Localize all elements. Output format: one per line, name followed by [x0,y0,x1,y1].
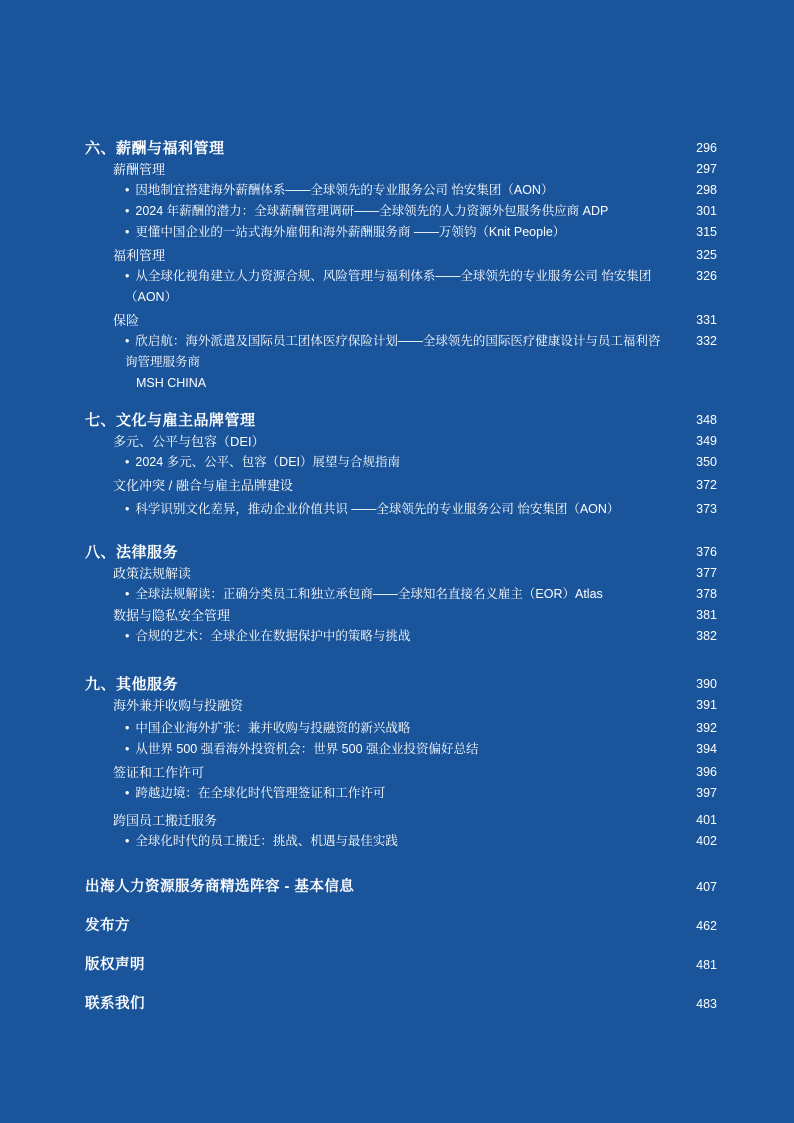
toc-group-row[interactable] [85,310,717,331]
toc-entry-text [125,180,661,201]
toc-entry-text: 九、其他服务 [85,676,179,693]
toc-entry-text [125,266,661,308]
toc-section-row[interactable] [85,410,717,431]
toc-entry-label: 科学识别文化差异，推动企业价值共识 ——全球领先的专业服务公司 怡安集团（AON） [135,502,620,516]
toc-item-row[interactable] [85,499,717,520]
toc-entry-text: 海外兼并收购与投融资 [113,698,244,713]
toc-item-row[interactable] [85,626,717,647]
bullet-icon: • [125,334,130,348]
page-number: 381 [696,608,717,622]
toc-item-row[interactable] [85,739,717,760]
toc-group-row[interactable] [85,431,717,452]
page-number: 392 [696,721,717,735]
toc-group-row[interactable] [85,605,717,626]
toc-entry-text [125,783,661,804]
toc-item-row[interactable] [85,222,717,243]
page-number: 331 [696,313,717,327]
toc-item-row[interactable] [85,584,717,605]
toc-entry-textwrap [85,877,673,898]
page-number: 376 [696,545,717,559]
toc-item-row[interactable] [85,201,717,222]
page-number: 297 [696,162,717,176]
toc-entry-text [125,452,661,473]
toc-entry-text [125,499,661,520]
toc-entry-text [125,718,661,739]
page-number: 296 [696,141,717,155]
toc-entry-text: 跨国员工搬迁服务 [113,813,218,828]
bullet-icon: • [125,204,130,218]
toc-entry-textwrap [85,431,673,452]
toc-entry-text: 薪酬管理 [113,162,166,177]
toc-entry-label: 欣启航：海外派遣及国际员工团体医疗保险计划——全球领先的国际医疗健康设计与员工福利咨询管理服务商 [125,334,661,369]
toc-entry-text: 八、法律服务 [85,544,179,561]
toc-entry-text: 发布方 [85,918,130,934]
page-number: 373 [696,502,717,516]
page-number: 401 [696,813,717,827]
toc-entry-text: 联系我们 [85,996,145,1012]
toc-entry-textwrap [85,180,673,201]
page-number: 407 [696,880,717,894]
toc-group-row[interactable] [85,475,717,496]
toc-entry-textwrap [85,626,673,647]
page-number: 332 [696,334,717,348]
toc-section-row[interactable] [85,674,717,695]
page-number: 315 [696,225,717,239]
toc-entry-label: 2024 年薪酬的潜力：全球薪酬管理调研——全球领先的人力资源外包服务供应商 ADP [135,204,609,218]
toc-entry-label: 从世界 500 强看海外投资机会：世界 500 强企业投资偏好总结 [135,742,479,756]
toc-entry-textwrap [85,739,673,760]
toc-group-row[interactable] [85,695,717,716]
toc-entry-textwrap [85,563,673,584]
toc-section-row[interactable] [85,542,717,563]
toc-entry-text [125,831,661,852]
toc-group-row[interactable] [85,762,717,783]
toc-entry-label: 全球法规解读：正确分类员工和独立承包商——全球知名直接名义雇主（EOR）Atlas [135,587,603,601]
toc-item-row[interactable] [85,180,717,201]
toc-entry-text [125,626,661,647]
toc-entry-text: 签证和工作许可 [113,765,205,780]
toc-heading-row[interactable] [85,877,717,898]
toc-group-row[interactable] [85,563,717,584]
toc-entry-textwrap [85,674,673,695]
toc-item-row[interactable] [85,718,717,739]
toc-group-row[interactable] [85,810,717,831]
page-number: 372 [696,478,717,492]
toc-entry-textwrap [85,916,673,937]
toc-entry-text: 文化冲突 / 融合与雇主品牌建设 [113,478,293,493]
toc-entry-textwrap [85,994,673,1015]
toc-entry-textwrap [85,831,673,852]
bullet-icon: • [125,183,130,197]
toc-entry-textwrap [85,222,673,243]
page-number: 390 [696,677,717,691]
toc-entry-textwrap [85,138,673,159]
toc-entry-textwrap [85,955,673,976]
toc-entry-label: 从全球化视角建立人力资源合规、风险管理与福利体系——全球领先的专业服务公司 怡安集团（AON） [125,269,652,304]
bullet-icon: • [125,225,130,239]
toc-entry-textwrap [85,266,673,308]
toc-item-row[interactable] [85,452,717,473]
toc-entry-text [125,201,661,222]
toc-item-row[interactable] [85,331,717,393]
toc-entry-textwrap [85,310,673,331]
page-number: 382 [696,629,717,643]
toc-heading-row[interactable] [85,955,717,976]
page-number: 402 [696,834,717,848]
toc-entry-textwrap [85,410,673,431]
page-number: 350 [696,455,717,469]
bullet-icon: • [125,721,130,735]
toc-entry-text [125,331,661,373]
toc-entry-textwrap [85,695,673,716]
toc-heading-row[interactable] [85,994,717,1015]
toc-entry-textwrap [85,331,673,393]
toc-entry-textwrap [85,159,673,180]
toc-entry-text: 版权声明 [85,957,145,973]
toc-entry-textwrap [85,584,673,605]
page-number: 378 [696,587,717,601]
toc-entry-label: 因地制宜搭建海外薪酬体系——全球领先的专业服务公司 怡安集团（AON） [135,183,554,197]
toc-entry-text: 政策法规解读 [113,566,192,581]
page-number: 348 [696,413,717,427]
page-number: 391 [696,698,717,712]
toc-entry-textwrap [85,810,673,831]
toc-entry-text [125,584,661,605]
page-number: 301 [696,204,717,218]
toc-entry-label: 全球化时代的员工搬迁：挑战、机遇与最佳实践 [135,834,398,848]
bullet-icon: • [125,502,130,516]
toc-entry-textwrap [85,452,673,473]
page-number: 396 [696,765,717,779]
bullet-icon: • [125,834,130,848]
toc-item-row[interactable] [85,831,717,852]
toc-entry-text [125,222,661,243]
toc-entry-textwrap [85,783,673,804]
toc-entry-textwrap [85,245,673,266]
page-number: 325 [696,248,717,262]
toc-entry-text: 数据与隐私安全管理 [113,608,231,623]
table-of-contents [85,138,717,1015]
toc-entry-text: 保险 [113,313,140,328]
toc-entry-text [125,739,661,760]
toc-entry-textwrap [85,762,673,783]
toc-entry-text: 福利管理 [113,248,166,263]
toc-entry-textwrap [85,605,673,626]
toc-entry-text: 出海人力资源服务商精选阵容 - 基本信息 [85,879,355,895]
page-number: 483 [696,997,717,1011]
bullet-icon: • [125,587,130,601]
bullet-icon: • [125,742,130,756]
page-number: 397 [696,786,717,800]
toc-section-row[interactable] [85,138,717,159]
toc-item-row[interactable] [85,266,717,308]
toc-entry-label: 中国企业海外扩张：兼并收购与投融资的新兴战略 [135,721,411,735]
page-number: 326 [696,269,717,283]
toc-entry-text-line2: MSH CHINA [136,376,207,390]
bullet-icon: • [125,629,130,643]
page-number: 481 [696,958,717,972]
toc-entry-textwrap [85,201,673,222]
bullet-icon: • [125,786,130,800]
toc-entry-label: 2024 多元、公平、包容（DEI）展望与合规指南 [135,455,401,469]
page-number: 394 [696,742,717,756]
toc-heading-row[interactable] [85,916,717,937]
page-number: 462 [696,919,717,933]
toc-entry-label: 合规的艺术：全球企业在数据保护中的策略与挑战 [135,629,411,643]
bullet-icon: • [125,455,130,469]
toc-group-row[interactable] [85,245,717,266]
toc-entry-textwrap [85,499,673,520]
toc-entry-text: 七、文化与雇主品牌管理 [85,412,256,429]
toc-group-row[interactable] [85,159,717,180]
bullet-icon: • [125,269,130,283]
page-number: 377 [696,566,717,580]
toc-entry-label: 跨越边境：在全球化时代管理签证和工作许可 [135,786,386,800]
toc-entry-textwrap [85,718,673,739]
page-number: 298 [696,183,717,197]
toc-entry-text: 六、薪酬与福利管理 [85,140,225,157]
toc-entry-textwrap [85,542,673,563]
toc-entry-text: 多元、公平与包容（DEI） [113,434,265,449]
toc-item-row[interactable] [85,783,717,804]
toc-entry-label: 更懂中国企业的一站式海外雇佣和海外薪酬服务商 ——万领钧（Knit People） [135,225,566,239]
page-number: 349 [696,434,717,448]
toc-entry-textwrap [85,475,673,496]
